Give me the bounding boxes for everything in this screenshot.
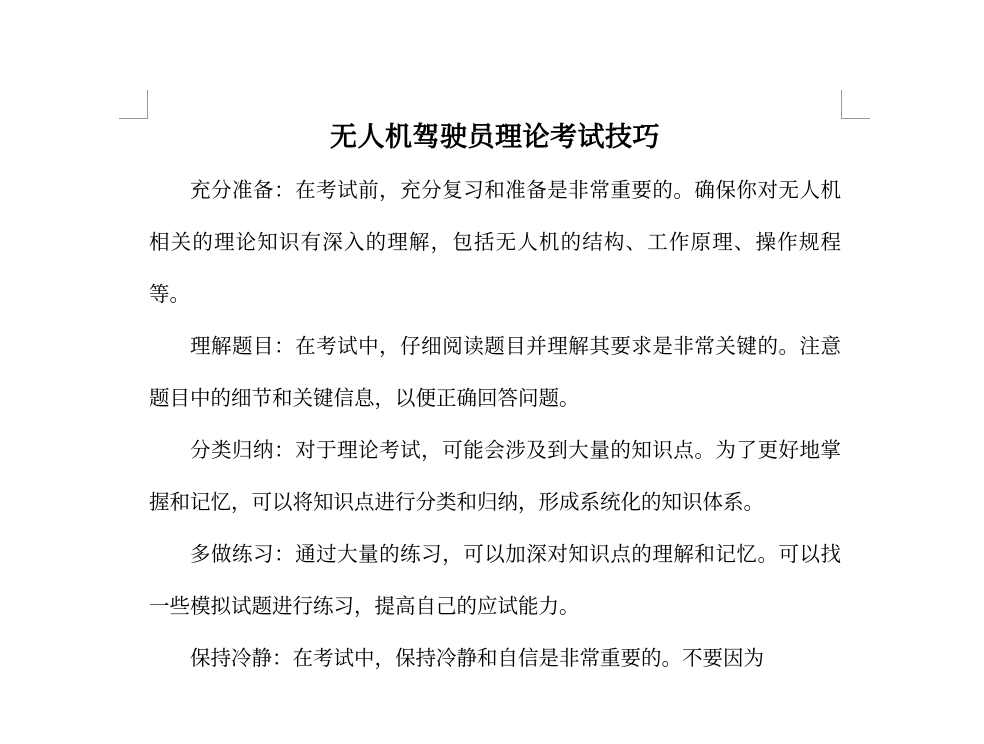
paragraph-stay-calm: 保持冷静：在考试中，保持冷静和自信是非常重要的。不要因为 — [190, 646, 764, 670]
paragraph-understand-question: 理解题目：在考试中，仔细阅读题目并理解其要求是非常关键的。注意题目中的细节和关键信息，以便正确回答问题。 — [149, 334, 841, 410]
paragraph-practice: 多做练习：通过大量的练习，可以加深对知识点的理解和记忆。可以找一些模拟试题进行练习，提高自己的应试能力。 — [149, 542, 841, 618]
paragraph-preparation: 充分准备：在考试前，充分复习和准备是非常重要的。确保你对无人机相关的理论知识有深入的理解，包括无人机的结构、工作原理、操作规程等。 — [149, 178, 841, 306]
crop-mark-top-left — [119, 90, 148, 119]
paragraph-categorize: 分类归纳：对于理论考试，可能会涉及到大量的知识点。为了更好地掌握和记忆，可以将知识点进行分类和归纳，形成系统化的知识体系。 — [149, 438, 841, 514]
document-body[interactable] — [149, 112, 841, 684]
crop-mark-top-right — [841, 90, 870, 119]
document-title: 无人机驾驶员理论考试技巧 — [330, 122, 660, 153]
